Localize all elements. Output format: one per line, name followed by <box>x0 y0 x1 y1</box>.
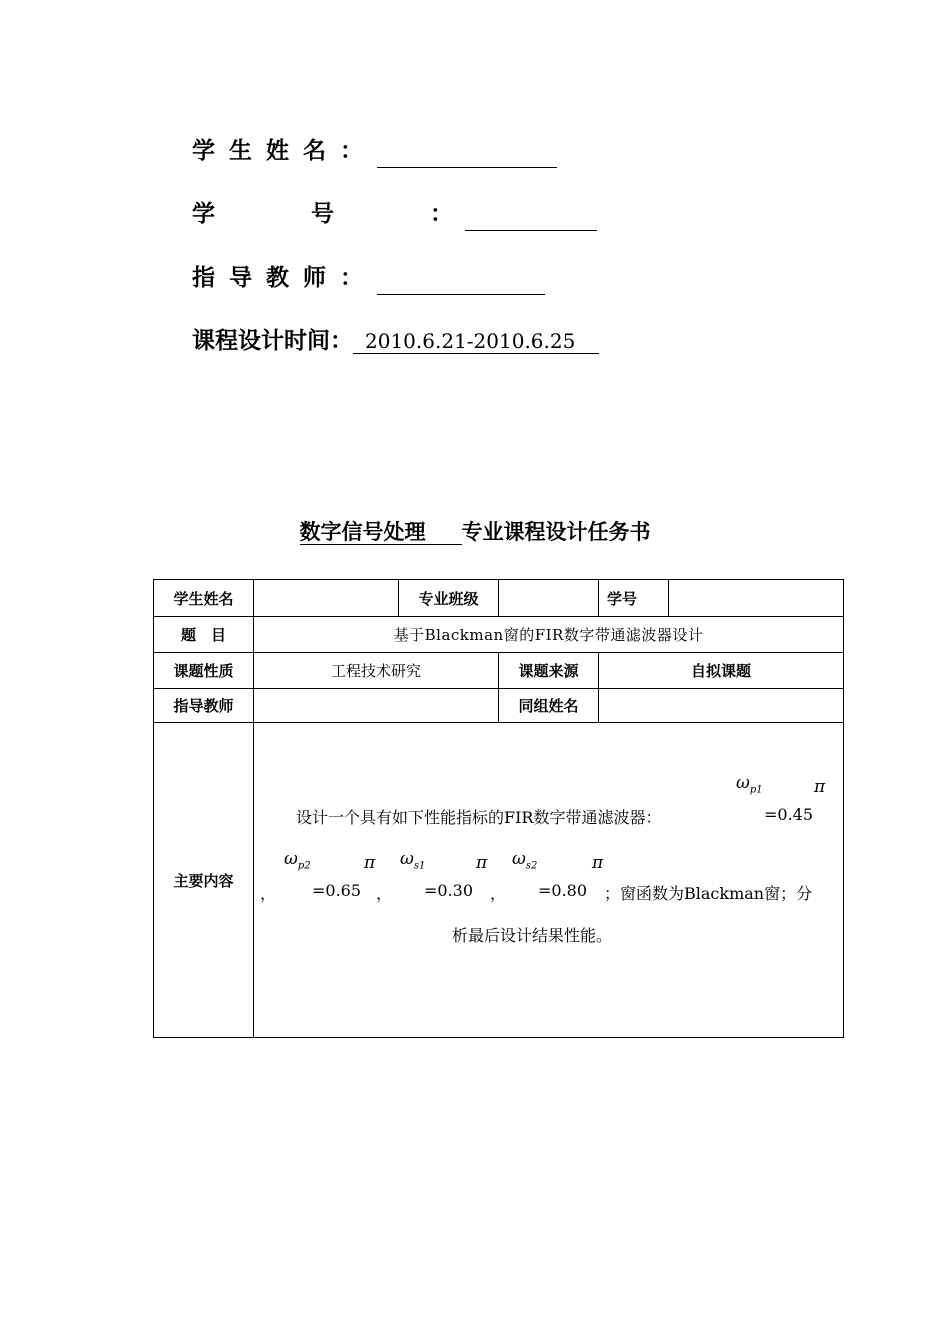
pi-symbol: π <box>814 777 826 797</box>
cell-student-no-value[interactable] <box>669 580 844 617</box>
course-name: 数字信号处理 <box>300 520 462 545</box>
time-row <box>192 324 599 358</box>
cell-advisor-value[interactable] <box>254 689 499 723</box>
table-row <box>154 580 844 617</box>
student-name-blank[interactable] <box>377 141 557 168</box>
omega-s2: $\omega_{s2}$ <box>512 849 538 872</box>
cell-student-no-label: 学号 <box>599 580 669 617</box>
cell-nature-label: 课题性质 <box>154 653 254 689</box>
time-label: 课程设计时间： <box>192 328 353 354</box>
student-name-label: 学生姓名： <box>192 138 377 164</box>
time-value: 2010.6.21-2010.6.25 <box>353 329 599 354</box>
cell-source-value: 自拟课题 <box>599 653 844 689</box>
student-id-label: 学号： <box>192 201 549 227</box>
pi-symbol: π <box>592 853 604 873</box>
content-block <box>254 723 843 1037</box>
value-wp2: =0.65 <box>312 881 362 900</box>
content-line-3: 析最后设计结果性能。 <box>452 926 613 945</box>
comma: ， <box>490 884 507 903</box>
cell-major-class-label: 专业班级 <box>399 580 499 617</box>
cell-group-value[interactable] <box>599 689 844 723</box>
document-title <box>0 516 950 546</box>
comma: ， <box>260 884 277 903</box>
table-row <box>154 617 844 653</box>
value-ws2: =0.80 <box>538 881 588 900</box>
content-line-2-tail: ；窗函数为Blackman窗；分 <box>604 884 813 903</box>
cell-topic-label: 题 目 <box>154 617 254 653</box>
task-table <box>153 579 844 1038</box>
student-id-row <box>192 197 597 231</box>
cell-content-value <box>254 723 844 1038</box>
cell-topic-value: 基于Blackman窗的FIR数字带通滤波器设计 <box>254 617 844 653</box>
student-name-row <box>192 134 557 168</box>
table-row <box>154 723 844 1038</box>
cell-content-label: 主要内容 <box>154 723 254 1038</box>
pi-symbol: π <box>364 853 376 873</box>
omega-s1: $\omega_{s1}$ <box>400 849 426 872</box>
value-ws1: =0.30 <box>424 881 474 900</box>
advisor-blank[interactable] <box>377 268 545 295</box>
cell-source-label: 课题来源 <box>499 653 599 689</box>
comma: ， <box>376 884 393 903</box>
cell-student-name-value[interactable] <box>254 580 399 617</box>
cell-group-label: 同组姓名 <box>499 689 599 723</box>
omega-p2: $\omega_{p2}$ <box>284 849 311 872</box>
cell-advisor-label: 指导教师 <box>154 689 254 723</box>
pi-symbol: π <box>476 853 488 873</box>
cell-nature-value: 工程技术研究 <box>254 653 499 689</box>
advisor-label: 指导教师： <box>192 265 377 291</box>
table-row <box>154 689 844 723</box>
advisor-row <box>192 261 545 295</box>
value-wp1: =0.45 <box>764 805 814 824</box>
omega-p1: $\omega_{p1}$ <box>736 773 763 796</box>
cell-student-name-label: 学生姓名 <box>154 580 254 617</box>
table-row <box>154 653 844 689</box>
content-line-1: 设计一个具有如下性能指标的FIR数字带通滤波器： <box>296 808 662 827</box>
student-id-blank[interactable] <box>465 204 597 231</box>
title-rest: 专业课程设计任务书 <box>461 520 651 544</box>
cell-major-class-value[interactable] <box>499 580 599 617</box>
